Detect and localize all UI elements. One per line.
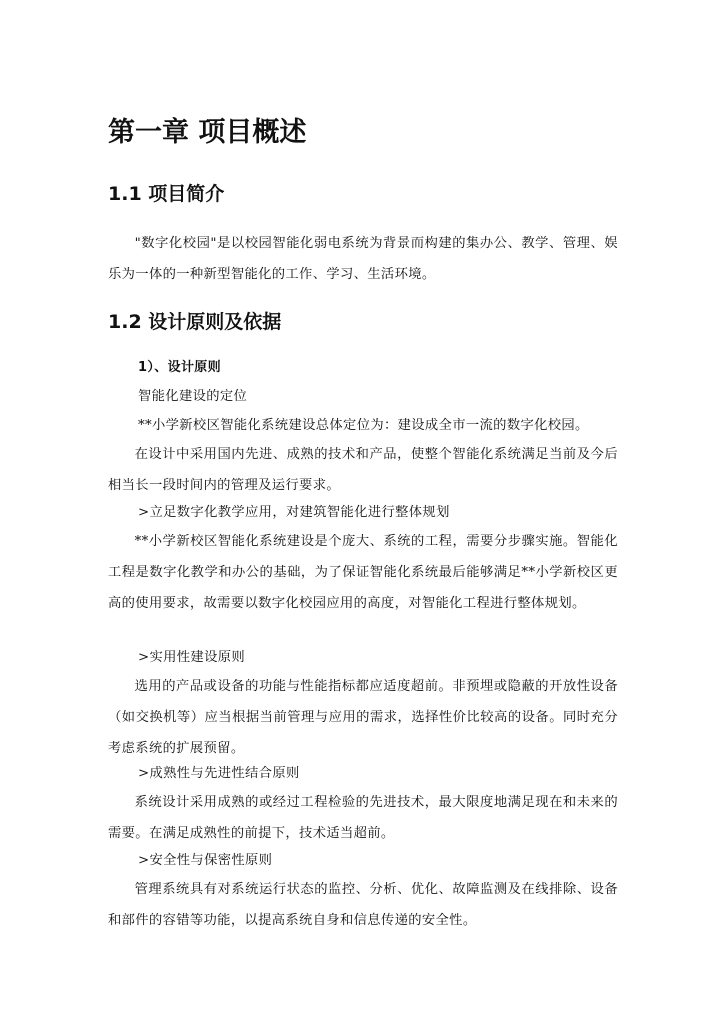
principle-planning-label: >立足数字化教学应用，对建筑智能化进行整体规划 <box>138 505 450 520</box>
principle-practicality-text: 选用的产品或设备的功能与性能指标都应适度超前。非预埋或隐蔽的开放性设备（如交换机等）应当根据当前管理与应用的需求，选择性价比较高的设备。同时充分考虑系统的扩展预留。 <box>108 679 618 756</box>
principle-practicality-label: >实用性建设原则 <box>138 650 246 665</box>
chapter-title: 第一章 项目概述 <box>108 117 307 148</box>
section-title-principles: 1.2 设计原则及依据 <box>108 311 282 333</box>
technology-paragraph: 在设计中采用国内先进、成熟的技术和产品，使整个智能化系统满足当前及今后相当长一段时间内的管理及运行要求。 <box>108 447 618 493</box>
section-title-intro: 1.1 项目简介 <box>108 183 225 205</box>
principle-maturity-text: 系统设计采用成熟的或经过工程检验的先进技术，最大限度地满足现在和未来的需要。在满足成熟性的前提下，技术适当超前。 <box>108 795 618 841</box>
subheading-design-principles: 1）、设计原则 <box>138 360 221 375</box>
positioning-label: 智能化建设的定位 <box>138 389 248 404</box>
intro-paragraph: "数字化校园"是以校园智能化弱电系统为背景而构建的集办公、教学、管理、娱乐为一体的一种新型智能化的工作、学习、生活环境。 <box>108 236 618 282</box>
principle-security-text: 管理系统具有对系统运行状态的监控、分析、优化、故障监测及在线排除、设备和部件的容错等功能，以提高系统自身和信息传递的安全性。 <box>108 882 618 928</box>
positioning-text: **小学新校区智能化系统建设总体定位为：建设成全市一流的数字化校园。 <box>138 418 589 433</box>
principle-planning-text: **小学新校区智能化系统建设是个庞大、系统的工程，需要分步骤实施。智能化工程是数字化教学和办公的基础，为了保证智能化系统最后能够满足**小学新校区更高的使用要求，故需要以数字化校园应用的高度，对智能化工程进行整体规划。 <box>108 534 618 611</box>
principle-maturity-label: >成熟性与先进性结合原则 <box>138 766 300 781</box>
principle-security-label: >安全性与保密性原则 <box>138 853 273 868</box>
